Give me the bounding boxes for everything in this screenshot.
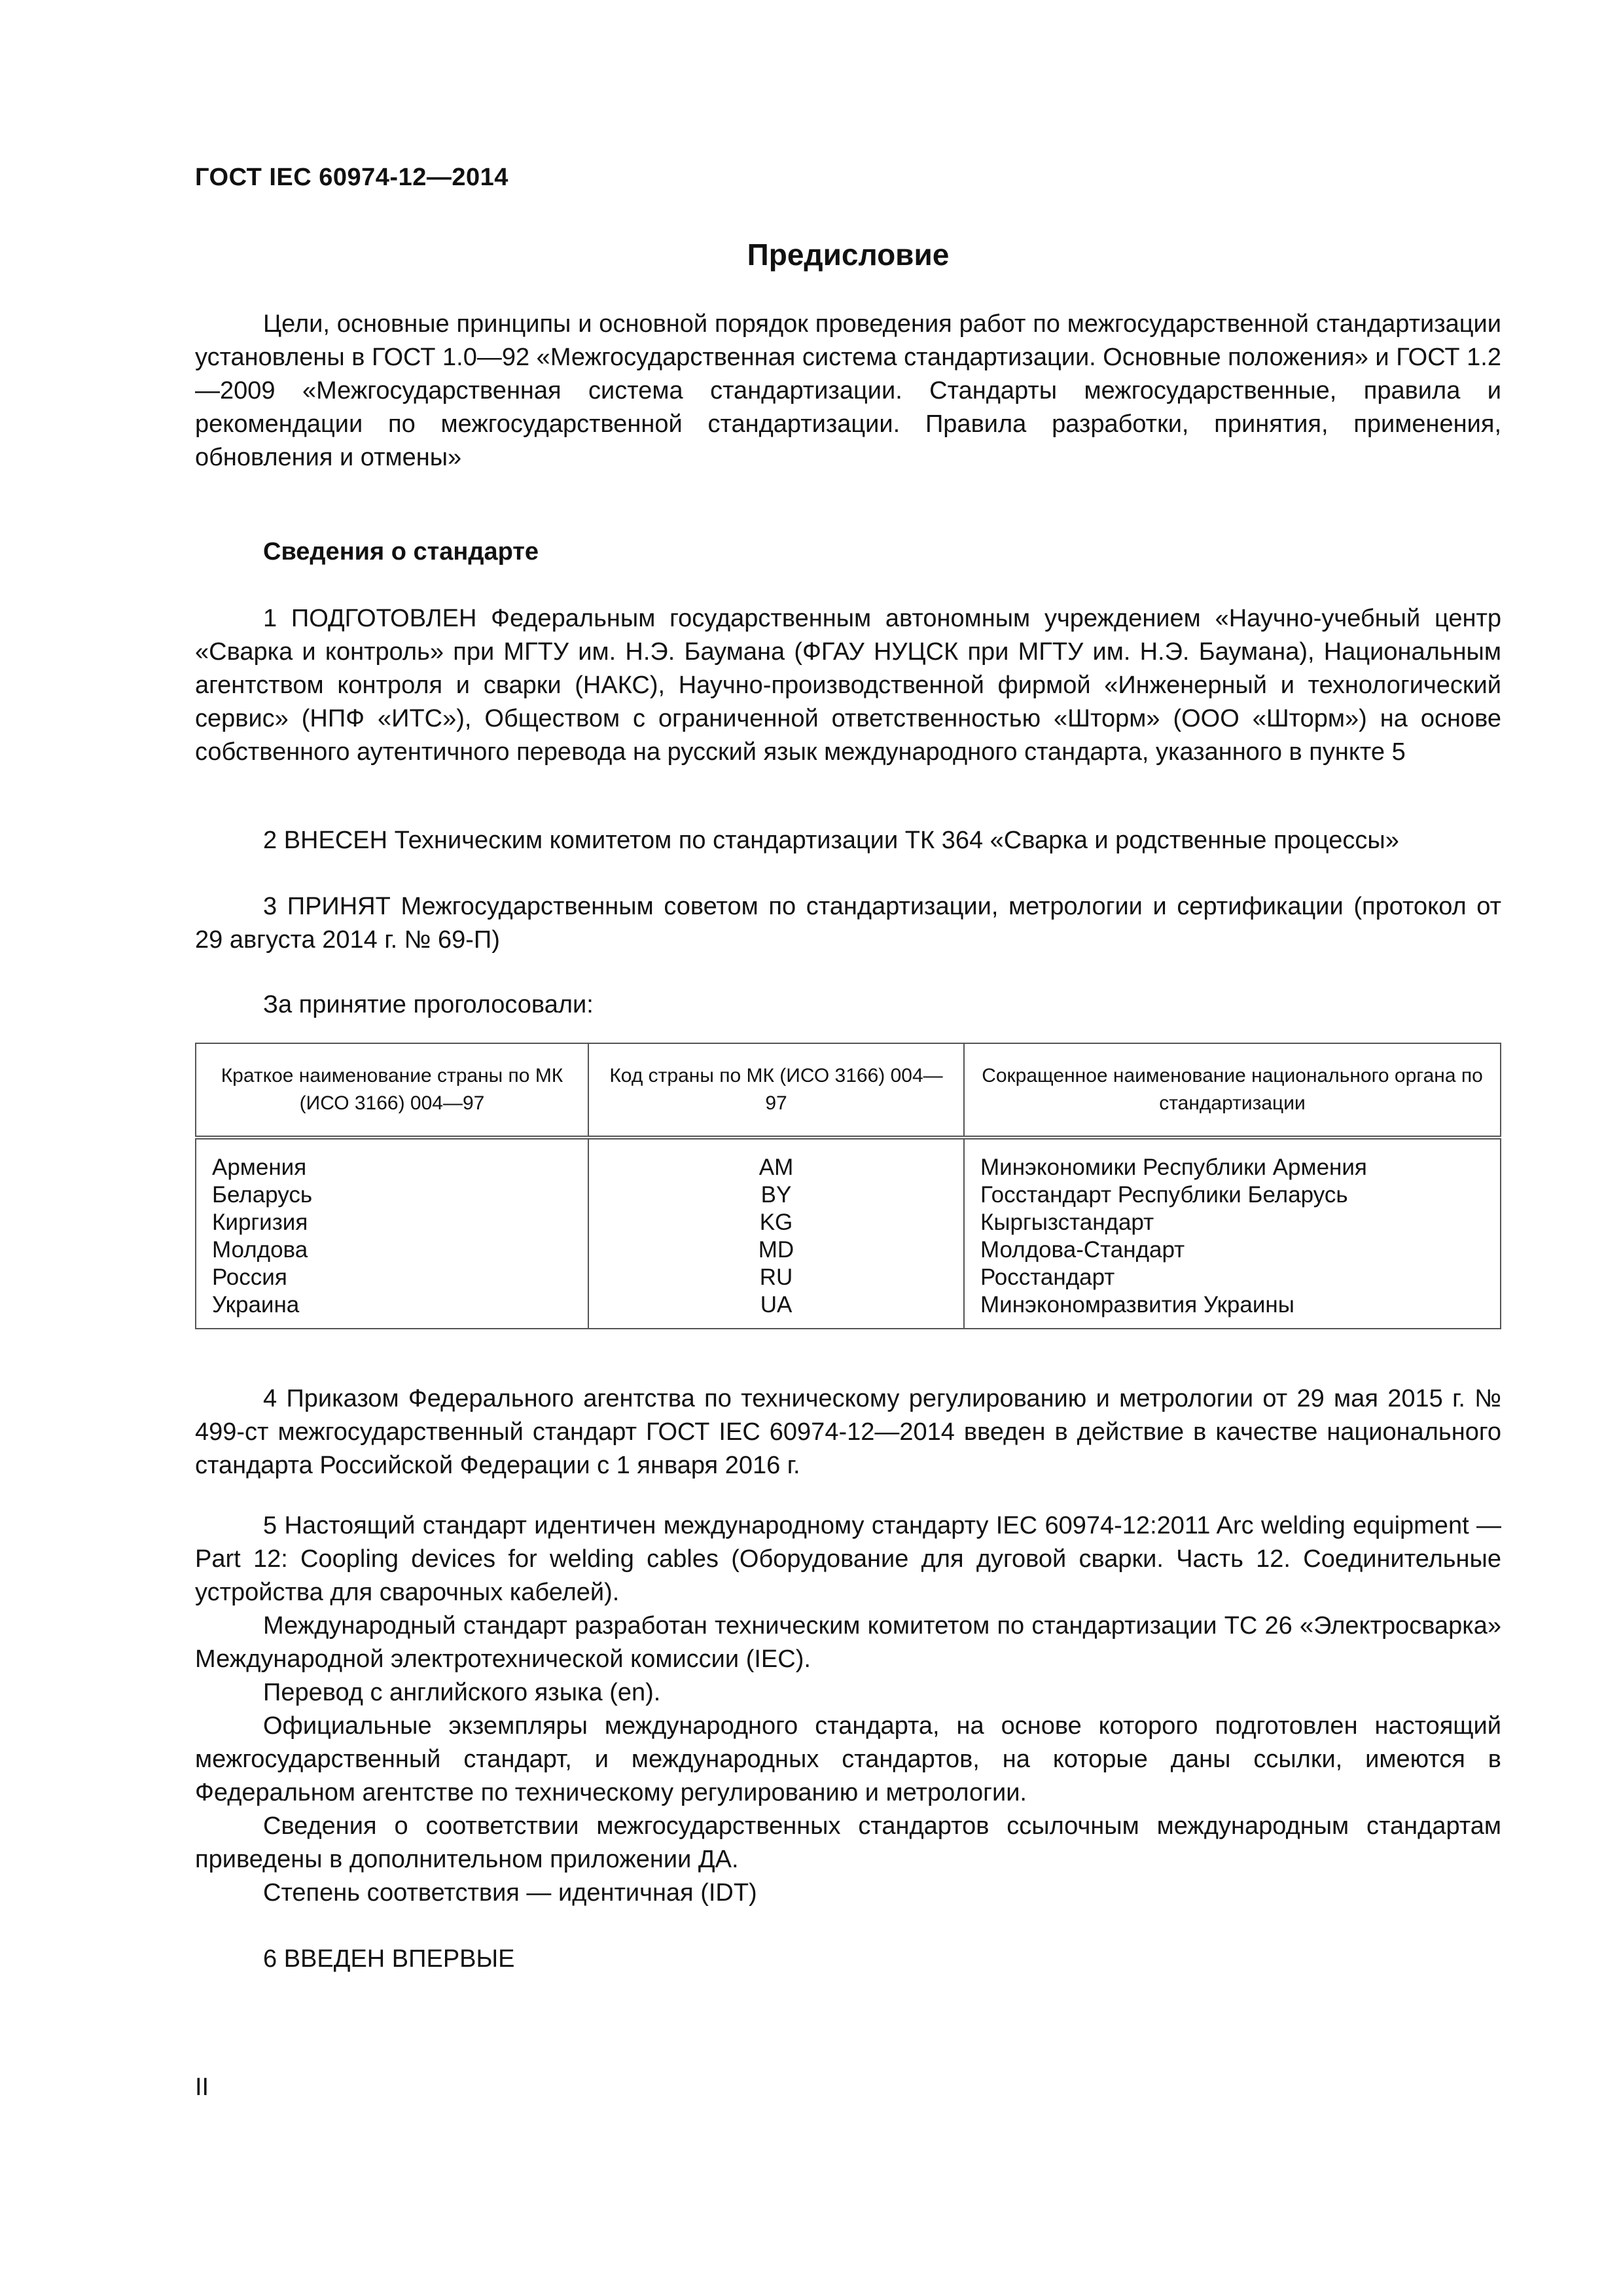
document-code: ГОСТ IEC 60974-12—2014	[195, 164, 508, 191]
table-header-country: Краткое наименование страны по МК (ИСО 3166) 004—97	[196, 1043, 588, 1138]
cell-body: Минэкономики Республики Армения	[964, 1138, 1501, 1181]
cell-body: Росстандарт	[964, 1264, 1501, 1291]
cell-country: Армения	[196, 1138, 588, 1181]
item-1-paragraph: 1 ПОДГОТОВЛЕН Федеральным государственным автономным учреждением «Научно-учебный центр «Сварка и контроль» при МГТУ им. Н.Э. Баумана (ФГАУ НУЦСК при МГТУ им. Н.Э. Баумана), Национальным агентством контроля и сварки (НАКС), Научно-производственной фирмой «Инженерный и технологический сервис» (НПФ «ИТС»), Обществом с ограниченной ответственностью «Шторм» (ООО «Шторм») на основе собственного аутентичного перевода на русский язык международного стандарта, указанного в пункте 5	[195, 605, 1501, 766]
table-header-row	[196, 1043, 1501, 1138]
cell-body: Молдова-Стандарт	[964, 1236, 1501, 1264]
table-row	[196, 1138, 1501, 1181]
cell-code: AM	[588, 1138, 964, 1181]
cell-country: Россия	[196, 1264, 588, 1291]
page-title: Предисловие	[747, 238, 950, 272]
page-number: II	[195, 2073, 209, 2101]
item-5-references-paragraph: Сведения о соответствии межгосударственных стандартов ссылочным международным стандартам приведены в дополнительном приложении ДА.	[195, 1812, 1501, 1873]
item-5-paragraph: 5 Настоящий стандарт идентичен международному стандарту IEC 60974-12:2011 Arc welding equipment — Part 12: Coopling devices for welding cables (Оборудование для дуговой сварки. Часть 12. Соединительные устройства для сварочных кабелей).	[195, 1512, 1501, 1606]
table-row	[196, 1181, 1501, 1209]
cell-code: MD	[588, 1236, 964, 1264]
item-2-paragraph: 2 ВНЕСЕН Техническим комитетом по стандартизации ТК 364 «Сварка и родственные процессы»	[263, 827, 1399, 854]
table-row	[196, 1236, 1501, 1264]
table-row	[196, 1209, 1501, 1236]
cell-code: BY	[588, 1181, 964, 1209]
vote-label: За принятие проголосовали:	[263, 991, 594, 1018]
cell-country: Киргизия	[196, 1209, 588, 1236]
cell-country: Украина	[196, 1291, 588, 1329]
cell-code: KG	[588, 1209, 964, 1236]
section-heading: Сведения о стандарте	[263, 538, 539, 565]
table-header-code: Код страны по МК (ИСО 3166) 004—97	[588, 1043, 964, 1138]
cell-body: Минэкономразвития Украины	[964, 1291, 1501, 1329]
table-row	[196, 1264, 1501, 1291]
cell-country: Беларусь	[196, 1181, 588, 1209]
voting-table	[195, 1043, 1501, 1329]
item-3-paragraph: 3 ПРИНЯТ Межгосударственным советом по стандартизации, метрологии и сертификации (протокол от 29 августа 2014 г. № 69-П)	[195, 893, 1501, 954]
table-row	[196, 1291, 1501, 1329]
item-6-paragraph: 6 ВВЕДЕН ВПЕРВЫЕ	[263, 1945, 515, 1973]
item-5-committee-paragraph: Международный стандарт разработан техническим комитетом по стандартизации ТС 26 «Электросварка» Международной электротехнической комиссии (IEC).	[195, 1612, 1501, 1673]
item-5-translation-paragraph: Перевод с английского языка (en).	[263, 1679, 661, 1706]
item-4-paragraph: 4 Приказом Федерального агентства по техническому регулированию и метрологии от 29 мая 2015 г. № 499-ст межгосударственный стандарт ГОСТ IEC 60974-12—2014 введен в действие в качестве национального стандарта Российской Федерации с 1 января 2016 г.	[195, 1385, 1501, 1479]
cell-code: RU	[588, 1264, 964, 1291]
intro-paragraph: Цели, основные принципы и основной порядок проведения работ по межгосударственной стандартизации установлены в ГОСТ 1.0—92 «Межгосударственная система стандартизации. Основные положения» и ГОСТ 1.2—2009 «Межгосударственная система стандартизации. Стандарты межгосударственные, правила и рекомендации по межгосударственной стандартизации. Правила разработки, принятия, применения, обновления и отмены»	[195, 310, 1501, 471]
cell-country: Молдова	[196, 1236, 588, 1264]
item-5-official-copies-paragraph: Официальные экземпляры международного стандарта, на основе которого подготовлен настоящий межгосударственный стандарт, и международных стандартов, на которые даны ссылки, имеются в Федеральном агентстве по техническому регулированию и метрологии.	[195, 1712, 1501, 1806]
cell-body: Кыргызстандарт	[964, 1209, 1501, 1236]
cell-code: UA	[588, 1291, 964, 1329]
table-header-body: Сокращенное наименование национального органа по стандартизации	[964, 1043, 1501, 1138]
cell-body: Госстандарт Республики Беларусь	[964, 1181, 1501, 1209]
item-5-conformity-paragraph: Степень соответствия — идентичная (IDT)	[263, 1879, 757, 1907]
